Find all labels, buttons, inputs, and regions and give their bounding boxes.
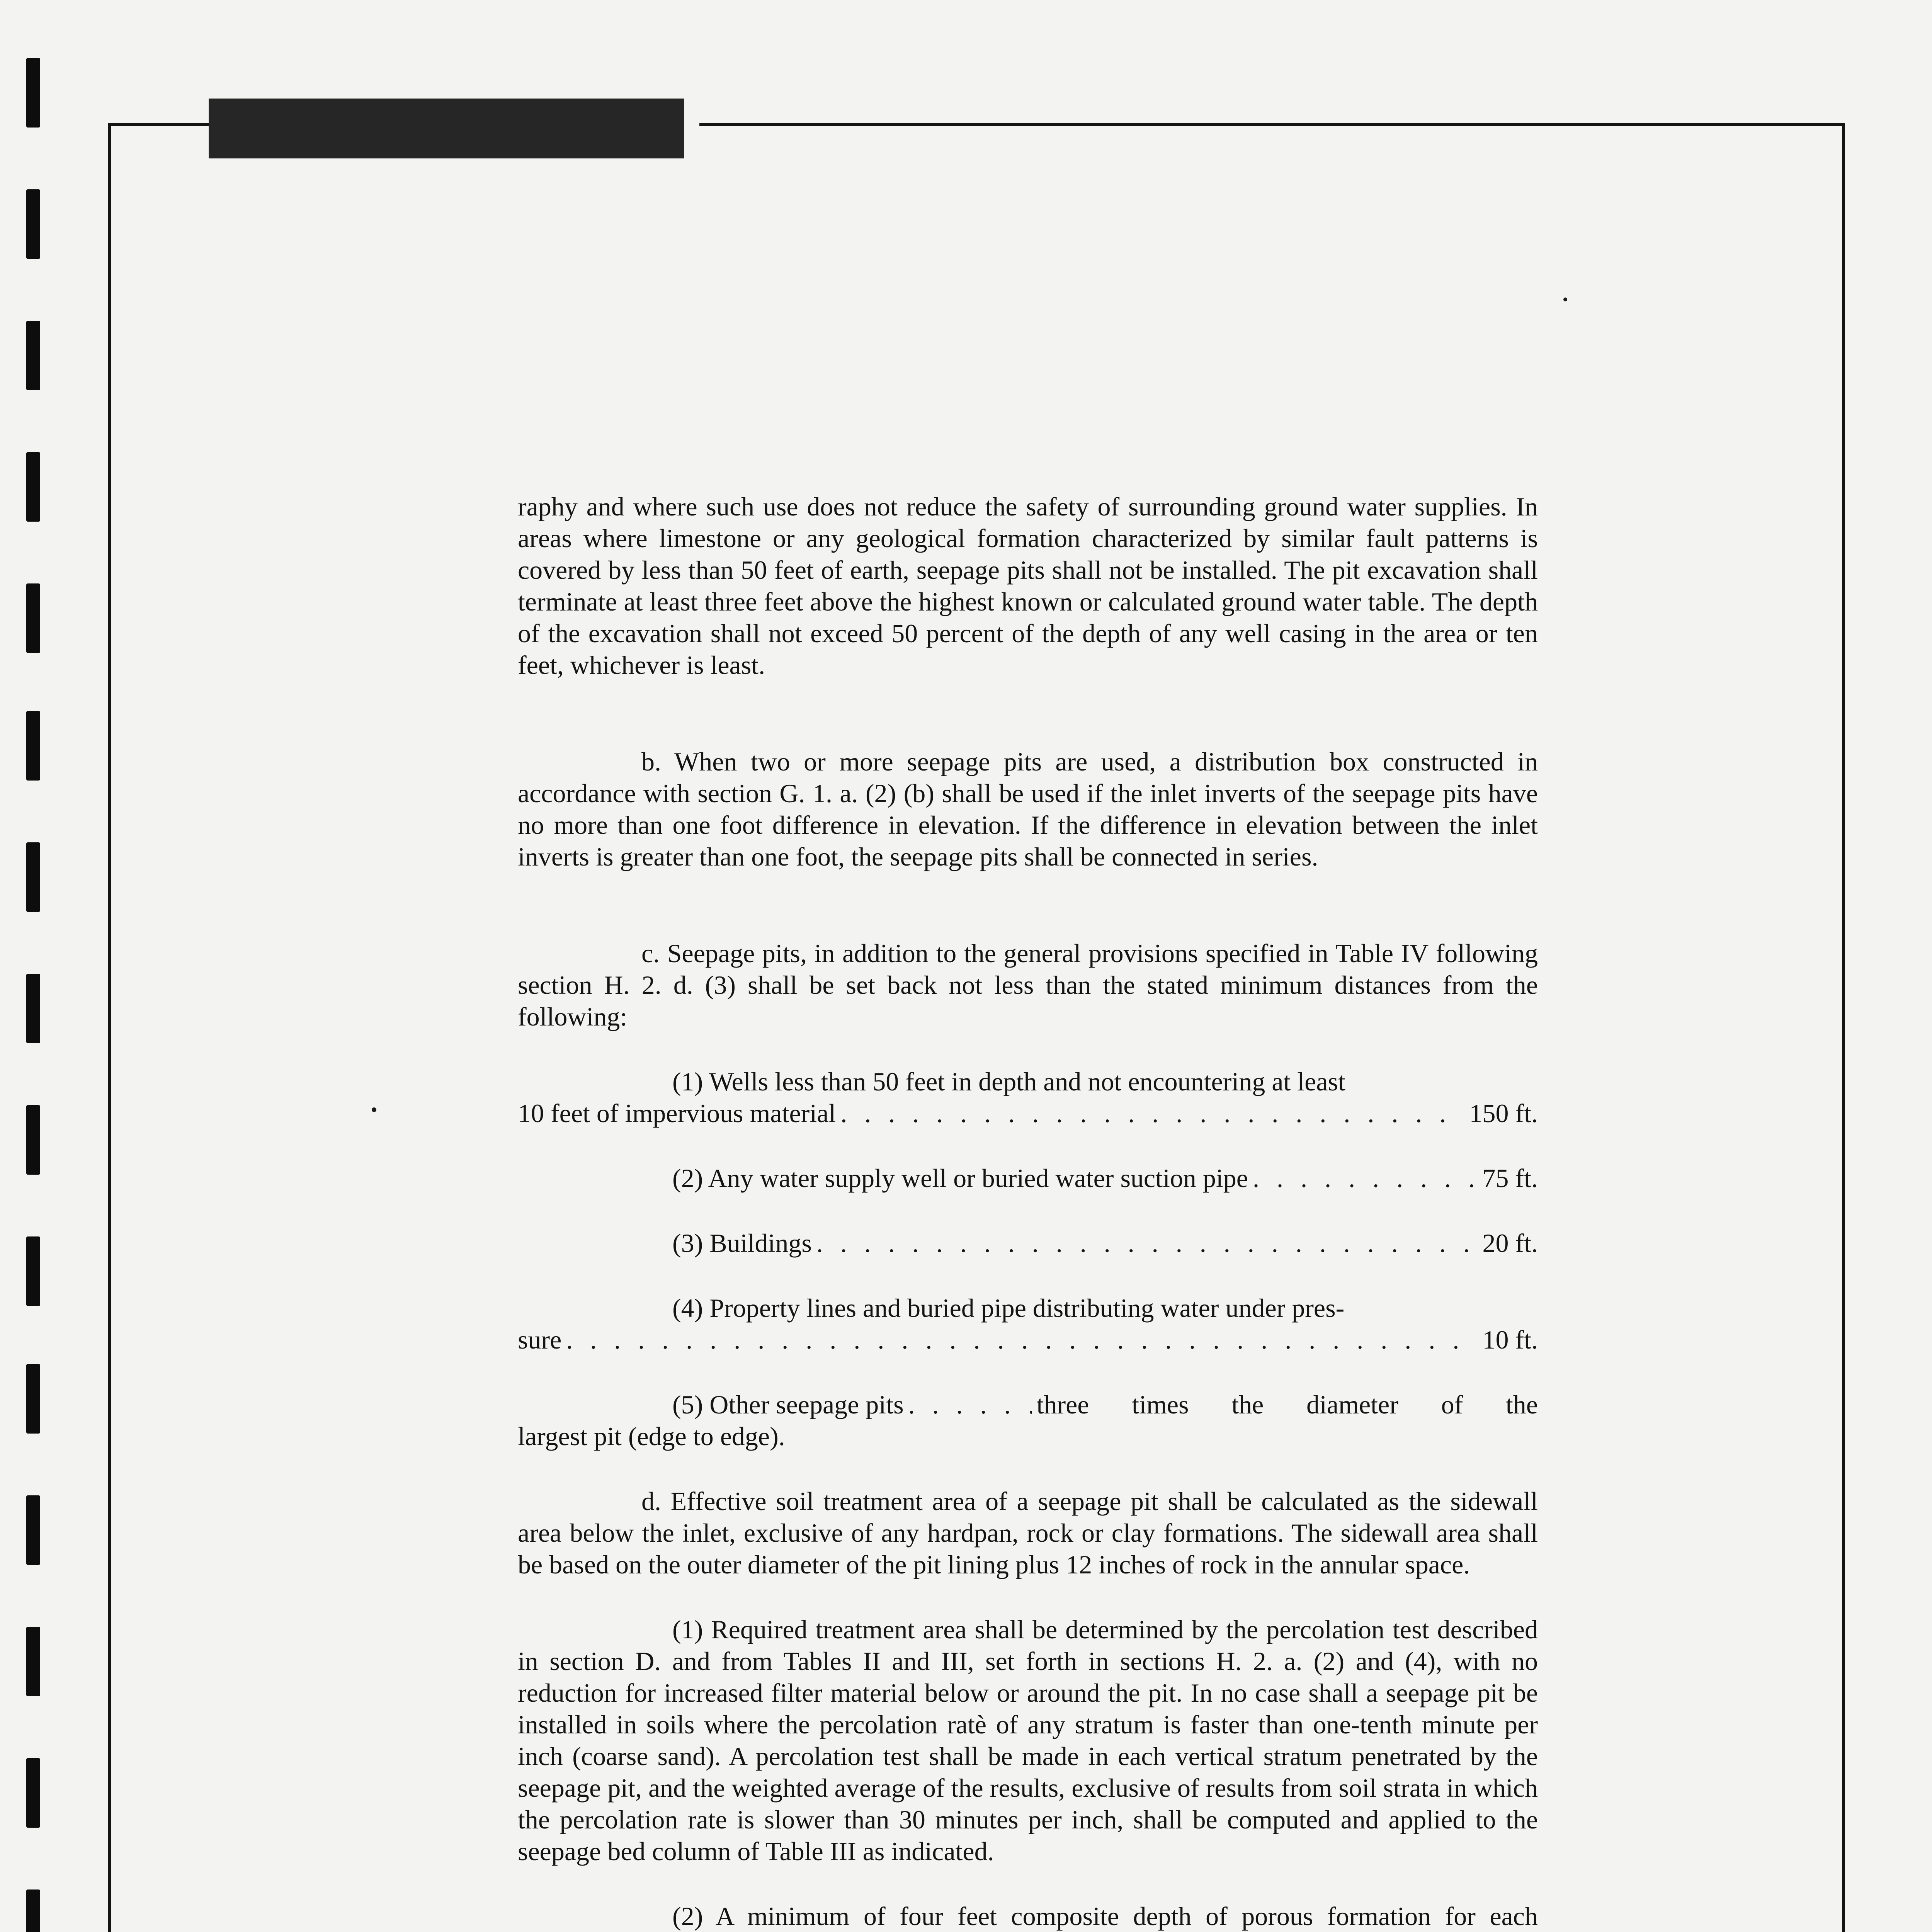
setback-item-1 (518, 1066, 1538, 1129)
frame-right (1842, 123, 1845, 1932)
binder-mark (26, 1236, 40, 1306)
binder-mark (26, 974, 40, 1043)
binder-mark (26, 189, 40, 259)
paragraph-b: b. When two or more seepage pits are used, a distribution box constructed in accordance with section G. 1. a. (2) (b) shall be used if the inlet inverts of the seepage pits have no more than one foot difference in elevation. If the difference in elevation between the inlet inverts is greater than one foot, the seepage pits shall be connected in series. (518, 747, 1538, 871)
setback-label: (3) Buildings (672, 1228, 812, 1258)
setback-label: (2) Any water supply well or buried water suction pipe (672, 1163, 1248, 1193)
binder-mark (26, 1364, 40, 1434)
frame-top-left (108, 123, 209, 126)
setback-item-5 (518, 1389, 1538, 1452)
binder-mark (26, 1627, 40, 1696)
paragraph-d1: (1) Required treatment area shall be determined by the percolation test described in section D. and from Tables II and III, set forth in sections H. 2. a. (2) and (4), with no reduction for increased filter material below or around the pit. In no case shall a seepage pit be installed in soils where the percolation ratè of any stratum is faster than one-tenth minute per inch (coarse sand). A percolation test shall be made in each vertical stratum penetrated by the seepage pit, and the weighted average of the results, exclusive of results from soil strata in which the percolation rate is slower than 30 minutes per inch, shall be computed and applied to the seepage bed column of Table III as indicated. (518, 1615, 1538, 1866)
binder-holes (26, 58, 40, 1932)
binder-mark (26, 1495, 40, 1565)
intro-paragraph: raphy and where such use does not reduce the safety of surrounding ground water supplies. In areas where limestone or any geological formation characterized by similar fault patterns is covered by less than 50 feet of earth, seepage pits shall not be installed. The pit excavation shall terminate at least three feet above the highest known or calculated ground water table. The depth of the excavation shall not exceed 50 percent of the depth of any well casing in the area or ten feet, whichever is least. (518, 492, 1538, 680)
setback-label: 10 feet of impervious material (518, 1099, 836, 1128)
setback-item-2 (518, 1162, 1538, 1194)
setback-distance: 10 ft. (1482, 1325, 1538, 1354)
frame-top-right (699, 123, 1845, 126)
setback-text: largest pit (edge to edge). (518, 1422, 785, 1451)
setback-label: (5) Other seepage pits (672, 1390, 904, 1419)
leader-dots (908, 1389, 1032, 1420)
leader-dots (1253, 1162, 1478, 1194)
binder-mark (26, 452, 40, 522)
binder-mark (26, 58, 40, 128)
setback-text: (1) Wells less than 50 feet in depth and not encountering at least (672, 1067, 1345, 1096)
paragraph-c: c. Seepage pits, in addition to the general provisions specified in Table IV following section H. 2. d. (3) shall be set back not less than the stated minimum distances from the following: (518, 939, 1538, 1031)
setback-label: sure (518, 1325, 562, 1354)
binder-mark (26, 711, 40, 781)
leader-dots (566, 1324, 1478, 1355)
frame-left (108, 123, 111, 1932)
document-body (518, 491, 1538, 1932)
binder-mark (26, 321, 40, 390)
scan-speck (372, 1107, 376, 1112)
binder-mark (26, 1758, 40, 1828)
header-bar (209, 99, 684, 158)
setback-distance: 20 ft. (1482, 1228, 1538, 1258)
binder-mark (26, 583, 40, 653)
setback-distance: three times the diameter of the (1036, 1390, 1538, 1419)
binder-mark (26, 1105, 40, 1175)
setback-item-3 (518, 1227, 1538, 1259)
setback-distance: 75 ft. (1482, 1163, 1538, 1193)
setback-text: (4) Property lines and buried pipe distributing water under pres- (672, 1293, 1345, 1323)
setback-item-4 (518, 1292, 1538, 1355)
paragraph-d: d. Effective soil treatment area of a seepage pit shall be calculated as the sidewall area below the inlet, exclusive of any hardpan, rock or clay formations. The sidewall area shall be based on the outer diameter of the pit lining plus 12 inches of rock in the annular space. (518, 1486, 1538, 1579)
scan-speck (1563, 298, 1567, 301)
leader-dots (840, 1097, 1464, 1129)
leader-dots (816, 1227, 1478, 1259)
paragraph-d2: (2) A minimum of four feet composite depth of porous formation for each (672, 1901, 1538, 1931)
binder-mark (26, 1889, 40, 1932)
binder-mark (26, 842, 40, 912)
setback-distance: 150 ft. (1469, 1099, 1538, 1128)
